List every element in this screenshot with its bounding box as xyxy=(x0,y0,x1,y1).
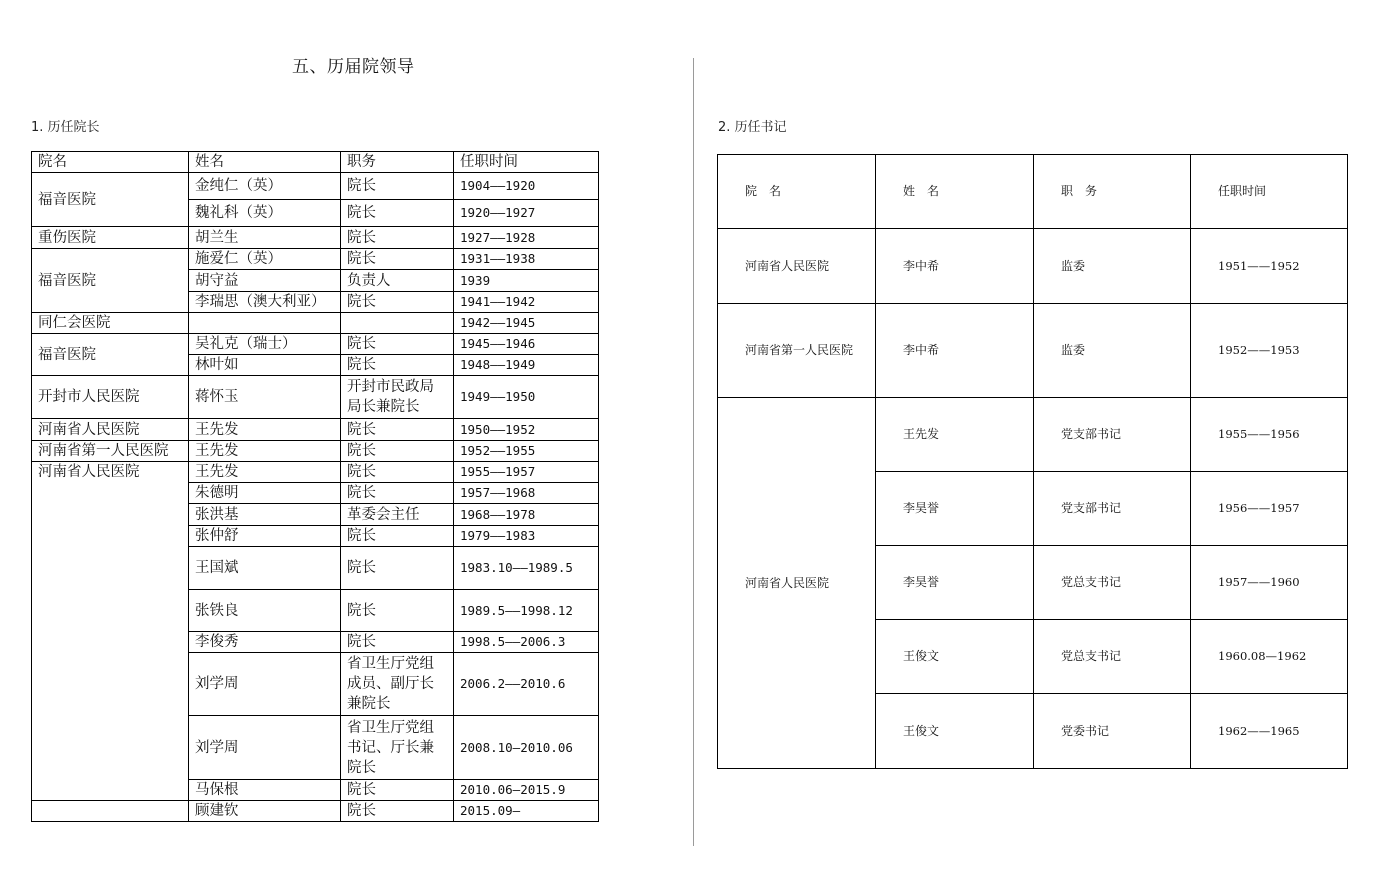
table-row xyxy=(718,229,1348,304)
cell-term: 2015.09— xyxy=(454,801,599,822)
cell-term: 1955——1957 xyxy=(454,462,599,483)
cell-name: 李俊秀 xyxy=(189,632,341,653)
cell-name: 吴礼克（瑞士） xyxy=(189,334,341,355)
cell-term: 1968——1978 xyxy=(454,504,599,526)
page-title: 五、历届院领导 xyxy=(292,57,415,77)
cell-term: 1979——1983 xyxy=(454,526,599,547)
cell-term: 1950——1952 xyxy=(454,419,599,441)
cell-position: 省卫生厅党组书记、厅长兼院长 xyxy=(341,716,454,780)
column-divider xyxy=(693,58,694,846)
cell-name: 王俊文 xyxy=(876,694,1034,769)
cell-position: 院长 xyxy=(341,173,454,200)
cell-term: 2008.10—2010.06 xyxy=(454,716,599,780)
cell-name: 李昊誉 xyxy=(876,546,1034,620)
secretaries-table xyxy=(717,154,1348,769)
cell-term: 1983.10——1989.5 xyxy=(454,547,599,590)
presidents-table xyxy=(31,151,599,822)
cell-name: 王俊文 xyxy=(876,620,1034,694)
cell-name: 马保根 xyxy=(189,780,341,801)
cell-term: 1998.5——2006.3 xyxy=(454,632,599,653)
cell-hospital: 福音医院 xyxy=(32,334,189,376)
table-row xyxy=(32,462,599,483)
cell-name: 张铁良 xyxy=(189,590,341,632)
table-row xyxy=(32,249,599,270)
section-title-secretaries: 2. 历任书记 xyxy=(718,120,787,135)
header-position: 职务 xyxy=(341,152,454,173)
cell-position: 院长 xyxy=(341,249,454,270)
cell-position: 党总支书记 xyxy=(1034,546,1191,620)
cell-name: 王先发 xyxy=(189,462,341,483)
cell-position: 院长 xyxy=(341,200,454,227)
cell-name: 张洪基 xyxy=(189,504,341,526)
cell-position: 院长 xyxy=(341,547,454,590)
cell-name: 李瑞思（澳大利亚） xyxy=(189,292,341,313)
cell-hospital: 河南省第一人民医院 xyxy=(32,441,189,462)
table-row xyxy=(32,227,599,249)
cell-name: 李中希 xyxy=(876,304,1034,398)
cell-hospital: 河南省人民医院 xyxy=(32,419,189,441)
cell-name: 金纯仁（英） xyxy=(189,173,341,200)
cell-hospital: 河南省人民医院 xyxy=(718,398,876,769)
cell-name: 刘学周 xyxy=(189,716,341,780)
cell-name: 朱德明 xyxy=(189,483,341,504)
cell-position: 负责人 xyxy=(341,270,454,292)
cell-name: 刘学周 xyxy=(189,653,341,716)
table-row xyxy=(718,304,1348,398)
cell-position: 党委书记 xyxy=(1034,694,1191,769)
cell-position xyxy=(341,313,454,334)
cell-term: 1956——1957 xyxy=(1191,472,1348,546)
table-row xyxy=(32,441,599,462)
cell-term: 1942——1945 xyxy=(454,313,599,334)
table-row xyxy=(32,376,599,419)
cell-term: 1948——1949 xyxy=(454,355,599,376)
table-row xyxy=(32,334,599,355)
cell-position: 院长 xyxy=(341,483,454,504)
cell-position: 院长 xyxy=(341,780,454,801)
cell-position: 党支部书记 xyxy=(1034,398,1191,472)
cell-position: 院长 xyxy=(341,462,454,483)
cell-position: 开封市民政局局长兼院长 xyxy=(341,376,454,419)
cell-term: 1962——1965 xyxy=(1191,694,1348,769)
cell-term: 1920——1927 xyxy=(454,200,599,227)
cell-position: 院长 xyxy=(341,590,454,632)
table-row xyxy=(32,419,599,441)
cell-position: 院长 xyxy=(341,441,454,462)
cell-term: 1931——1938 xyxy=(454,249,599,270)
cell-term: 1989.5——1998.12 xyxy=(454,590,599,632)
table-row xyxy=(32,173,599,200)
cell-term: 1957——1960 xyxy=(1191,546,1348,620)
cell-name: 施爱仁（英） xyxy=(189,249,341,270)
cell-term: 1904——1920 xyxy=(454,173,599,200)
cell-position: 院长 xyxy=(341,419,454,441)
cell-position: 院长 xyxy=(341,526,454,547)
cell-position: 院长 xyxy=(341,227,454,249)
cell-name: 王先发 xyxy=(189,419,341,441)
header-position: 职 务 xyxy=(1034,155,1191,229)
cell-term: 1951——1952 xyxy=(1191,229,1348,304)
cell-position: 院长 xyxy=(341,334,454,355)
cell-position: 党总支书记 xyxy=(1034,620,1191,694)
header-hospital: 院名 xyxy=(32,152,189,173)
cell-term: 1952——1953 xyxy=(1191,304,1348,398)
cell-position: 监委 xyxy=(1034,229,1191,304)
cell-term: 1945——1946 xyxy=(454,334,599,355)
cell-hospital xyxy=(32,801,189,822)
table-row xyxy=(32,801,599,822)
cell-name: 胡兰生 xyxy=(189,227,341,249)
cell-hospital: 重伤医院 xyxy=(32,227,189,249)
cell-name: 魏礼科（英） xyxy=(189,200,341,227)
cell-hospital: 开封市人民医院 xyxy=(32,376,189,419)
cell-position: 院长 xyxy=(341,632,454,653)
cell-term: 1952——1955 xyxy=(454,441,599,462)
cell-position: 省卫生厅党组成员、副厅长兼院长 xyxy=(341,653,454,716)
table-row xyxy=(32,313,599,334)
cell-term: 1960.08—1962 xyxy=(1191,620,1348,694)
header-hospital: 院 名 xyxy=(718,155,876,229)
header-term: 任职时间 xyxy=(454,152,599,173)
cell-name: 胡守益 xyxy=(189,270,341,292)
cell-hospital: 福音医院 xyxy=(32,249,189,313)
cell-name xyxy=(189,313,341,334)
header-name: 姓名 xyxy=(189,152,341,173)
cell-term: 1927——1928 xyxy=(454,227,599,249)
cell-position: 院长 xyxy=(341,292,454,313)
cell-name: 李昊誉 xyxy=(876,472,1034,546)
cell-position: 党支部书记 xyxy=(1034,472,1191,546)
table-row xyxy=(718,398,1348,472)
section-title-presidents: 1. 历任院长 xyxy=(31,120,100,135)
cell-term: 1955——1956 xyxy=(1191,398,1348,472)
cell-term: 1939 xyxy=(454,270,599,292)
cell-position: 监委 xyxy=(1034,304,1191,398)
cell-hospital: 福音医院 xyxy=(32,173,189,227)
cell-term: 2006.2——2010.6 xyxy=(454,653,599,716)
header-name: 姓 名 xyxy=(876,155,1034,229)
cell-name: 蒋怀玉 xyxy=(189,376,341,419)
cell-term: 1941——1942 xyxy=(454,292,599,313)
cell-name: 王先发 xyxy=(876,398,1034,472)
cell-name: 李中希 xyxy=(876,229,1034,304)
header-term: 任职时间 xyxy=(1191,155,1348,229)
cell-name: 张仲舒 xyxy=(189,526,341,547)
cell-hospital: 河南省第一人民医院 xyxy=(718,304,876,398)
cell-term: 2010.06—2015.9 xyxy=(454,780,599,801)
table-header-row xyxy=(32,152,599,173)
cell-name: 林叶如 xyxy=(189,355,341,376)
cell-hospital: 河南省人民医院 xyxy=(718,229,876,304)
cell-position: 革委会主任 xyxy=(341,504,454,526)
cell-hospital: 同仁会医院 xyxy=(32,313,189,334)
cell-hospital: 河南省人民医院 xyxy=(32,462,189,801)
cell-name: 顾建钦 xyxy=(189,801,341,822)
cell-position: 院长 xyxy=(341,355,454,376)
table-header-row xyxy=(718,155,1348,229)
cell-name: 王国斌 xyxy=(189,547,341,590)
cell-name: 王先发 xyxy=(189,441,341,462)
cell-position: 院长 xyxy=(341,801,454,822)
cell-term: 1957——1968 xyxy=(454,483,599,504)
cell-term: 1949——1950 xyxy=(454,376,599,419)
